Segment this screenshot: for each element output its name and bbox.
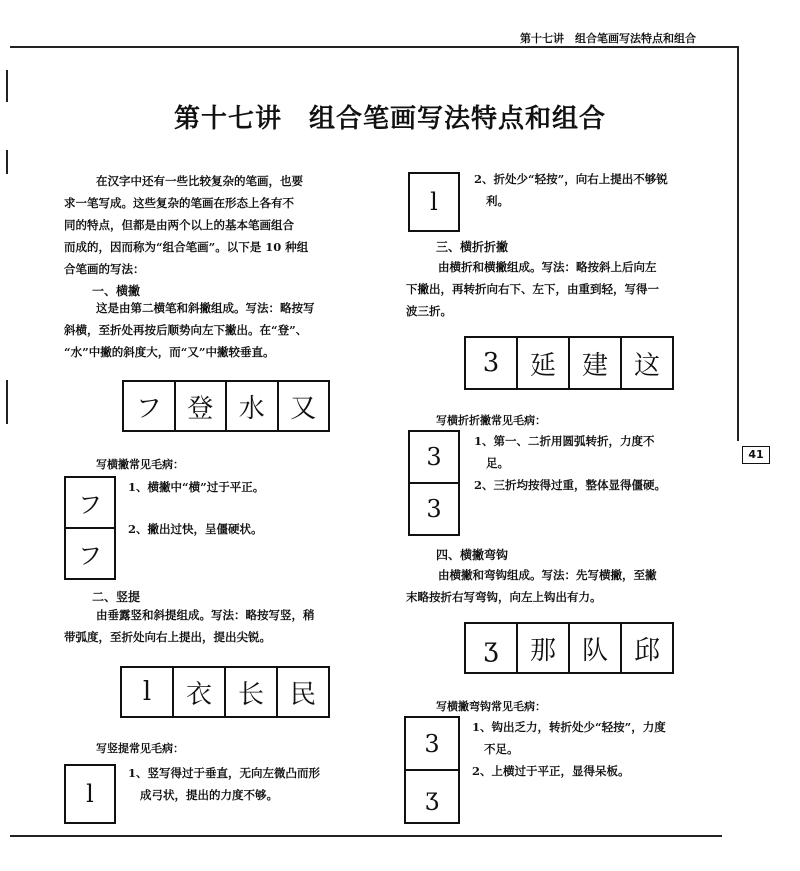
section-heading: 四、横撇弯钩 [436, 548, 509, 562]
example-char: l [122, 668, 174, 716]
intro-line: 合笔画的写法： [64, 262, 145, 276]
error-line: 成弓状，提出的力度不够。 [140, 788, 278, 802]
example-char: 那 [518, 624, 570, 672]
intro-line: 求一笔写成。这些复杂的笔画在形态上各有不 [64, 196, 294, 210]
example-char: 水 [227, 382, 279, 430]
body-line: 斜横，至折处再按后顺势向左下撇出。在“登”、 [64, 323, 308, 337]
left-margin-mark [6, 380, 8, 424]
body-line: 这是由第二横笔和斜撇组成。写法：略按写 [96, 301, 315, 315]
section-heading: 二、竖提 [92, 590, 141, 604]
error-char: 3 [406, 718, 458, 771]
example-char: 延 [518, 338, 570, 388]
section-heading: 三、横折折撇 [436, 240, 509, 254]
error-line: 1、钩出乏力，转折处少“轻按”，力度 [472, 720, 666, 734]
body-line: 波三折。 [406, 304, 452, 318]
error-line: 足。 [486, 456, 509, 470]
error-line: 2、上横过于平正，显得呆板。 [472, 764, 630, 778]
section-body [406, 256, 736, 322]
error-item: 2、撇出过快，呈僵硬状。 [128, 522, 263, 536]
example-char: 这 [633, 350, 660, 381]
example-char: 队 [570, 624, 622, 672]
page-title: 第十七讲 组合笔画写法特点和组合 [173, 104, 606, 134]
body-line: 由垂露竖和斜提组成。写法：略按写竖，稍 [96, 608, 315, 622]
body-line: 由横撇和弯钩组成。写法：先写横撇，至撇 [438, 568, 657, 582]
example-grid [120, 666, 330, 718]
footer-rule [10, 835, 722, 837]
intro-line: 同的特点，但都是由两个以上的基本笔画组合 [64, 218, 294, 232]
error-char: l [86, 780, 94, 808]
example-char: 建 [570, 338, 622, 388]
errors-heading: 写横撇弯钩常见毛病： [436, 700, 546, 713]
error-line: 1、竖写得过于垂直，无向左微凸而形 [128, 766, 320, 780]
error-line: 1、第一、二折用圆弧转折，力度不 [474, 434, 655, 448]
body-line: 带弧度，至折处向右上提出，提出尖锐。 [64, 630, 271, 644]
errors-heading: 写竖提常见毛病： [96, 742, 184, 755]
section-heading: 一、横撇 [92, 284, 141, 298]
intro-line: 而成的，因而称为“组合笔画”。以下是 10 种组 [64, 240, 309, 254]
section-body [64, 604, 404, 648]
error-char-stack [404, 716, 460, 824]
error-line: 不足。 [484, 742, 519, 756]
example-char: 3 [466, 338, 518, 388]
error-item [474, 168, 668, 212]
error-char: l [430, 188, 438, 216]
section-body [64, 297, 404, 363]
example-char: 长 [226, 668, 278, 716]
error-char: ʒ [425, 782, 439, 811]
error-char: フ [78, 542, 102, 570]
left-margin-mark [6, 150, 8, 174]
error-char: 3 [410, 432, 458, 484]
error-line: 2、三折均按得过重，整体显得僵硬。 [474, 478, 666, 492]
body-line: 末略按折右写弯钩，向左上钩出有力。 [406, 590, 602, 604]
page-number: 41 [742, 446, 770, 464]
example-char: ʒ [466, 624, 518, 672]
error-item [474, 430, 666, 496]
body-line: 由横折和横撇组成。写法：略按斜上后向左 [438, 260, 657, 274]
error-char-stack [64, 476, 116, 580]
section-body [406, 564, 736, 608]
error-item: 1、横撇中“横”过于平正。 [128, 480, 265, 494]
example-grid [464, 622, 674, 674]
errors-heading: 写横撇常见毛病： [96, 458, 184, 471]
error-line: 利。 [486, 194, 509, 208]
body-line: “水”中撇的斜度大，而“又”中撇较垂直。 [64, 345, 275, 359]
example-char: 又 [290, 393, 317, 424]
example-char: 民 [289, 679, 316, 710]
intro-paragraph [64, 170, 404, 280]
example-grid [464, 336, 674, 390]
example-char: 登 [176, 382, 228, 430]
example-grid [122, 380, 330, 432]
running-header: 第十七讲 组合笔画写法特点和组合 [520, 32, 696, 45]
error-char: 3 [426, 495, 442, 523]
error-char-stack [408, 430, 460, 536]
error-line: 2、折处少“轻按”，向右上提出不够锐 [474, 172, 668, 186]
error-item [128, 762, 320, 806]
body-line: 下撇出，再转折向右下、左下，由重到轻，写得一 [406, 282, 659, 296]
errors-heading: 写横折折撇常见毛病： [436, 414, 546, 427]
error-item [472, 716, 666, 782]
error-char-stack [408, 172, 460, 232]
header-rule [10, 46, 738, 48]
error-char-stack [64, 764, 116, 824]
example-char: フ [124, 382, 176, 430]
example-char: 衣 [174, 668, 226, 716]
error-char: フ [66, 478, 114, 529]
example-char: 邱 [633, 635, 660, 666]
intro-line: 在汉字中还有一些比较复杂的笔画，也要 [96, 174, 303, 188]
